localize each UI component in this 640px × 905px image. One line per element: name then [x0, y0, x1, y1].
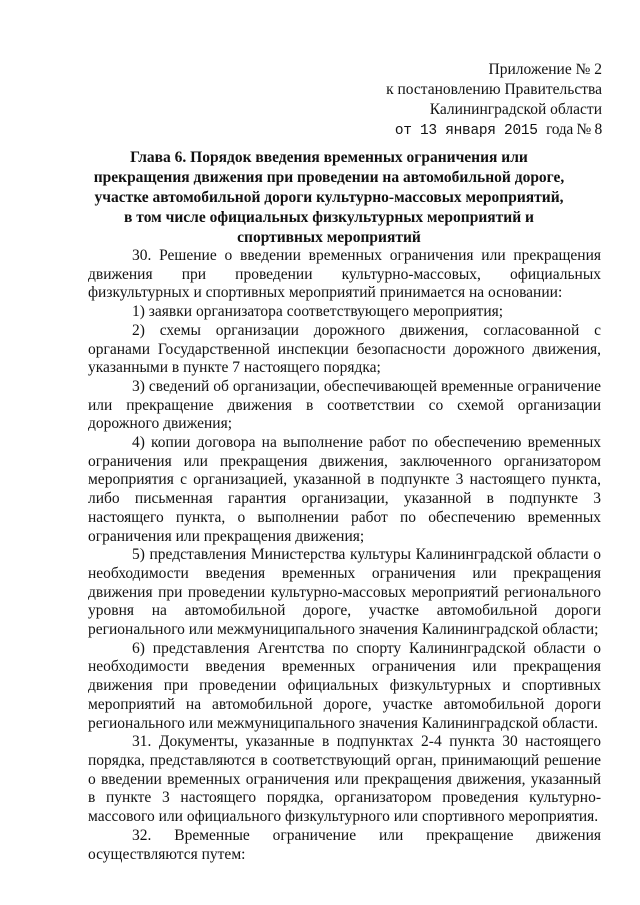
- paragraph-30-item-3: 3) сведений об организации, обеспечивающей временные ограничение или прекращение движения в соответствии со схемой организации дорожного движения;: [88, 377, 601, 433]
- appendix-region: Калининградской области: [429, 101, 602, 118]
- paragraph-30-item-4: 4) копии договора на выполнение работ по обеспечению временных ограничения или прекращения движения, заключенного организатором мероприятия с организацией, указанной в подпункте 3 настоящего пункта, либо письменная гарантия организации, указанной в подпункте 3 настоящего пункта, о выполнении работ по обеспечению временных ограничения или прекращения движения;: [88, 434, 601, 545]
- paragraph-31: 31. Документы, указанные в подпунктах 2-4 пункта 30 настоящего порядка, представляются в соответствующий орган, принимающий решение о введении временных ограничения или прекращения движения, указанный в пункте 3 настоящего порядка, организатором проведения культурно-массового или официального физкультурного или спортивного мероприятия.: [88, 733, 601, 826]
- paragraph-30-item-2: 2) схемы организации дорожного движения, согласованной с органами Государственной инспекции безопасности дорожного движения, указанными в пункте 7 настоящего порядка;: [88, 321, 601, 377]
- paragraph-30-item-5: 5) представления Министерства культуры Калининградской области о необходимости введения временных ограничения или прекращения движения при проведении культурно-массовых мероприятий регионального уровня на автомобильной дороге, участке автомобильной дороги регионального или межмуниципального значения Калининградской области;: [88, 546, 601, 639]
- paragraph-30-item-6: 6) представления Агентства по спорту Калининградской области о необходимости введения временных ограничения или прекращения движения при проведении официальных физкультурных и спортивных мероприятий на автомобильной дороге, участке автомобильной дороги регионального или межмуниципального значения Калининградской области.: [88, 639, 601, 732]
- chapter-title: Глава 6. Порядок введения временных ограничения или прекращения движения при проведении на автомобильной дороге, участке автомобильной дороги культурно-массовых мероприятий, в том числе официальных физкультурных мероприятий и спортивных мероприятий: [93, 149, 565, 246]
- appendix-header: [386, 60, 602, 141]
- appendix-date-suffix: года № 8: [546, 121, 602, 138]
- appendix-date-prefix: от 13 января 2015: [394, 123, 538, 139]
- paragraph-30-item-1: 1) заявки организатора соответствующего мероприятия;: [132, 303, 504, 321]
- appendix-number: Приложение № 2: [488, 61, 602, 78]
- appendix-resolution: к постановлению Правительства: [386, 81, 602, 98]
- paragraph-30: 30. Решение о введении временных ограничения или прекращения движения при проведении культурно-массовых, официальных физкультурных и спортивных мероприятий принимается на основании:: [88, 247, 601, 302]
- paragraph-32: 32. Временные ограничение или прекращение движения осуществляются путем:: [88, 826, 601, 863]
- appendix-date: [386, 120, 602, 141]
- document-body: [88, 247, 601, 864]
